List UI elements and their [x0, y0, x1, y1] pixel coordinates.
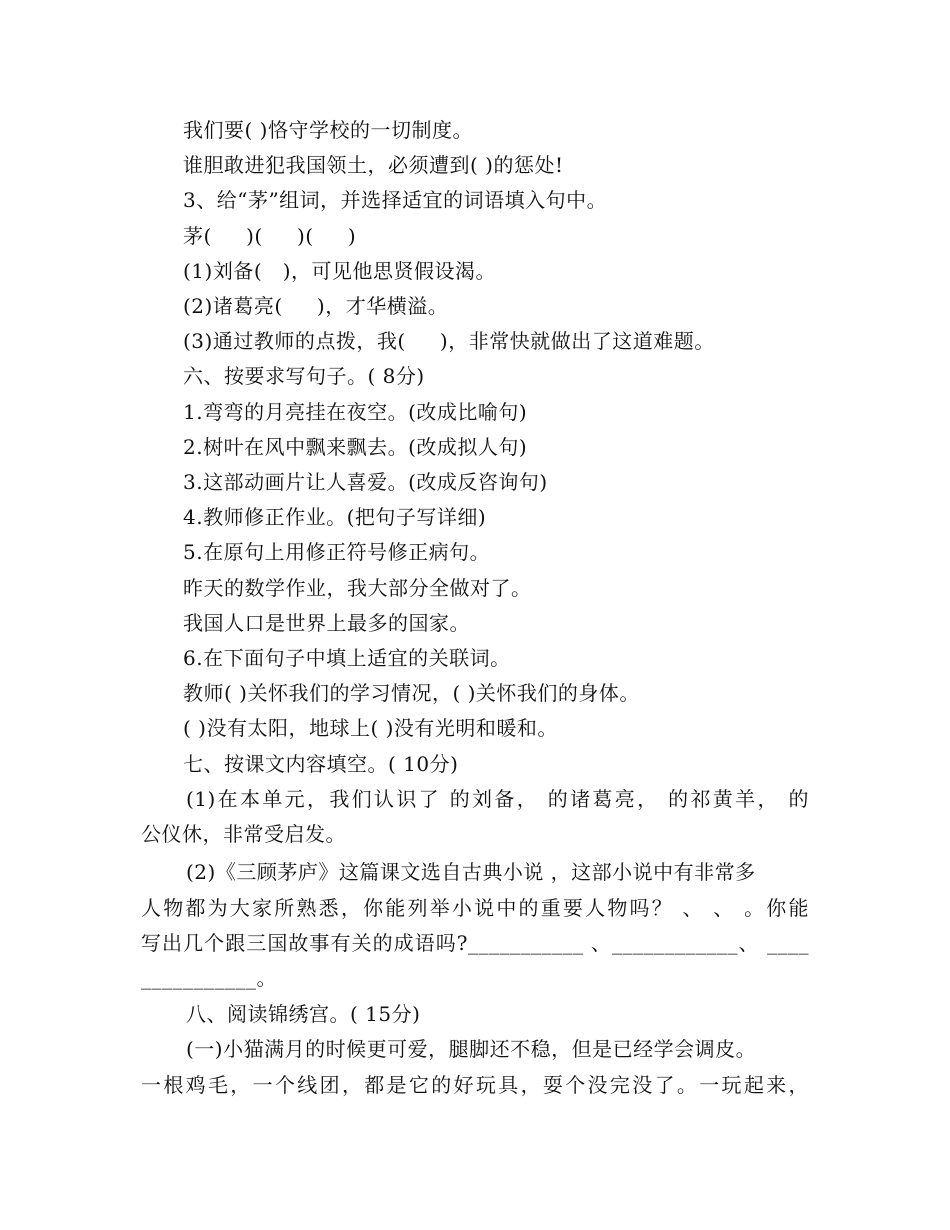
text-line: (1)在本单元，我们认识了 的刘备， 的诸葛亮， 的祁黄羊， 的 [186, 787, 809, 811]
text-line: (1)刘备( )，可见他思贤假设渴。 [183, 259, 497, 283]
text-line: 公仪休，非常受启发。 [141, 822, 346, 846]
text-line: 教师( )关怀我们的学习情况，( )关怀我们的身体。 [183, 681, 640, 705]
text-line: 1.弯弯的月亮挂在夜空。(改成比喻句) [183, 400, 528, 424]
text-line: 4.教师修正作业。(把句子写详细) [183, 505, 487, 529]
text-line: (3)通过教师的点拨，我( )，非常快就做出了这道难题。 [183, 329, 715, 353]
text-line: 3.这部动画片让人喜爱。(改成反咨询句) [183, 470, 548, 494]
text-line: (2)《三顾茅庐》这篇课文选自古典小说 ，这部小说中有非常多 [186, 860, 756, 884]
text-line: (2)诸葛亮( )，才华横溢。 [183, 294, 449, 318]
text-line: 写出几个跟三国故事有关的成语吗?___________ 、____________、 ____ [141, 931, 809, 955]
text-line: 2.树叶在风中飘来飘去。(改成拟人句) [183, 435, 528, 459]
text-line: 3、给“茅”组词，并选择适宜的词语填入句中。 [183, 188, 608, 212]
text-line: 茅( )( )( ) [183, 224, 357, 248]
text-line: 一根鸡毛，一个线团，都是它的好玩具，耍个没完没了。一玩起来， [141, 1073, 809, 1097]
text-line: 6.在下面句子中填上适宜的关联词。 [183, 646, 511, 670]
text-line: 我国人口是世界上最多的国家。 [183, 611, 470, 635]
text-line: 昨天的数学作业，我大部分全做对了。 [183, 576, 532, 600]
text-line: ___________。 [141, 966, 277, 990]
text-line: 5.在原句上用修正符号修正病句。 [183, 540, 491, 564]
text-line: ( )没有太阳，地球上( )没有光明和暖和。 [183, 716, 558, 740]
section-heading: 八、阅读锦绣宫。( 15分) [186, 1002, 421, 1026]
section-heading: 六、按要求写句子。( 8分) [183, 364, 425, 388]
section-heading: 七、按课文内容填空。( 10分) [183, 752, 459, 776]
text-line: 谁胆敢进犯我国领土，必须遭到( )的惩处! [183, 153, 564, 177]
text-line: 人物都为大家所熟悉，你能列举小说中的重要人物吗？ 、 、 。你能 [141, 896, 809, 920]
text-line: (一)小猫满月的时候更可爱，腿脚还不稳，但是已经学会调皮。 [186, 1037, 757, 1061]
text-line: 我们要( )恪守学校的一切制度。 [183, 118, 473, 142]
